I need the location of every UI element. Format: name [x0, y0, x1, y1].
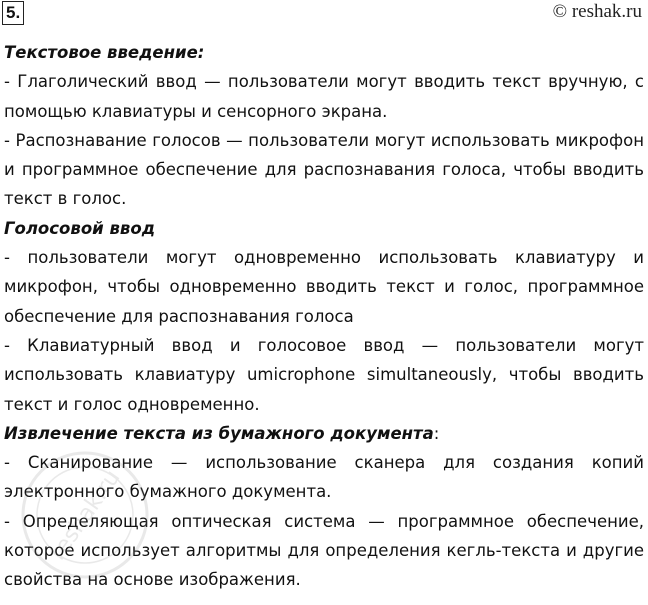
list-item: - Распознавание голосов — пользователи могут использовать микрофон и программное обеспечение для распознавания голоса, чтобы вводить текст в голос.: [4, 130, 644, 209]
copyright-notice: © reshak.ru: [552, 1, 642, 22]
section-heading-paper-extraction: Извлечение текста из бумажного документа:: [4, 423, 440, 443]
list-item: - Клавиатурный ввод и голосовое ввод — пользователи могут использовать клавиатуру umicrophone simultaneously, чтобы вводить текст и голос одновременно.: [4, 335, 644, 414]
section-heading-text-input: Текстовое введение:: [4, 43, 205, 62]
watermark-text: reshak.ru: [45, 465, 126, 565]
list-item: - Определяющая оптическая система — программное обеспечение, которое использует алгоритмы для определения кегль-текста и другие свойства на основе изображения.: [4, 511, 644, 590]
list-item: - Глаголический ввод — пользователи могут вводить текст вручную, с помощью клавиатуры и сенсорного экрана.: [4, 72, 644, 121]
list-item: - Сканирование — использование сканера для создания копий электронного бумажного документа.: [4, 453, 644, 502]
section-heading-voice-input: Голосовой ввод: [4, 218, 156, 238]
document-body: [4, 38, 644, 595]
task-number: 5.: [2, 1, 24, 25]
list-item: - пользователи могут одновременно использовать клавиатуру и микрофон, чтобы одновременно вводить текст и голос, программное обеспечение для распознавания голоса: [4, 248, 644, 326]
